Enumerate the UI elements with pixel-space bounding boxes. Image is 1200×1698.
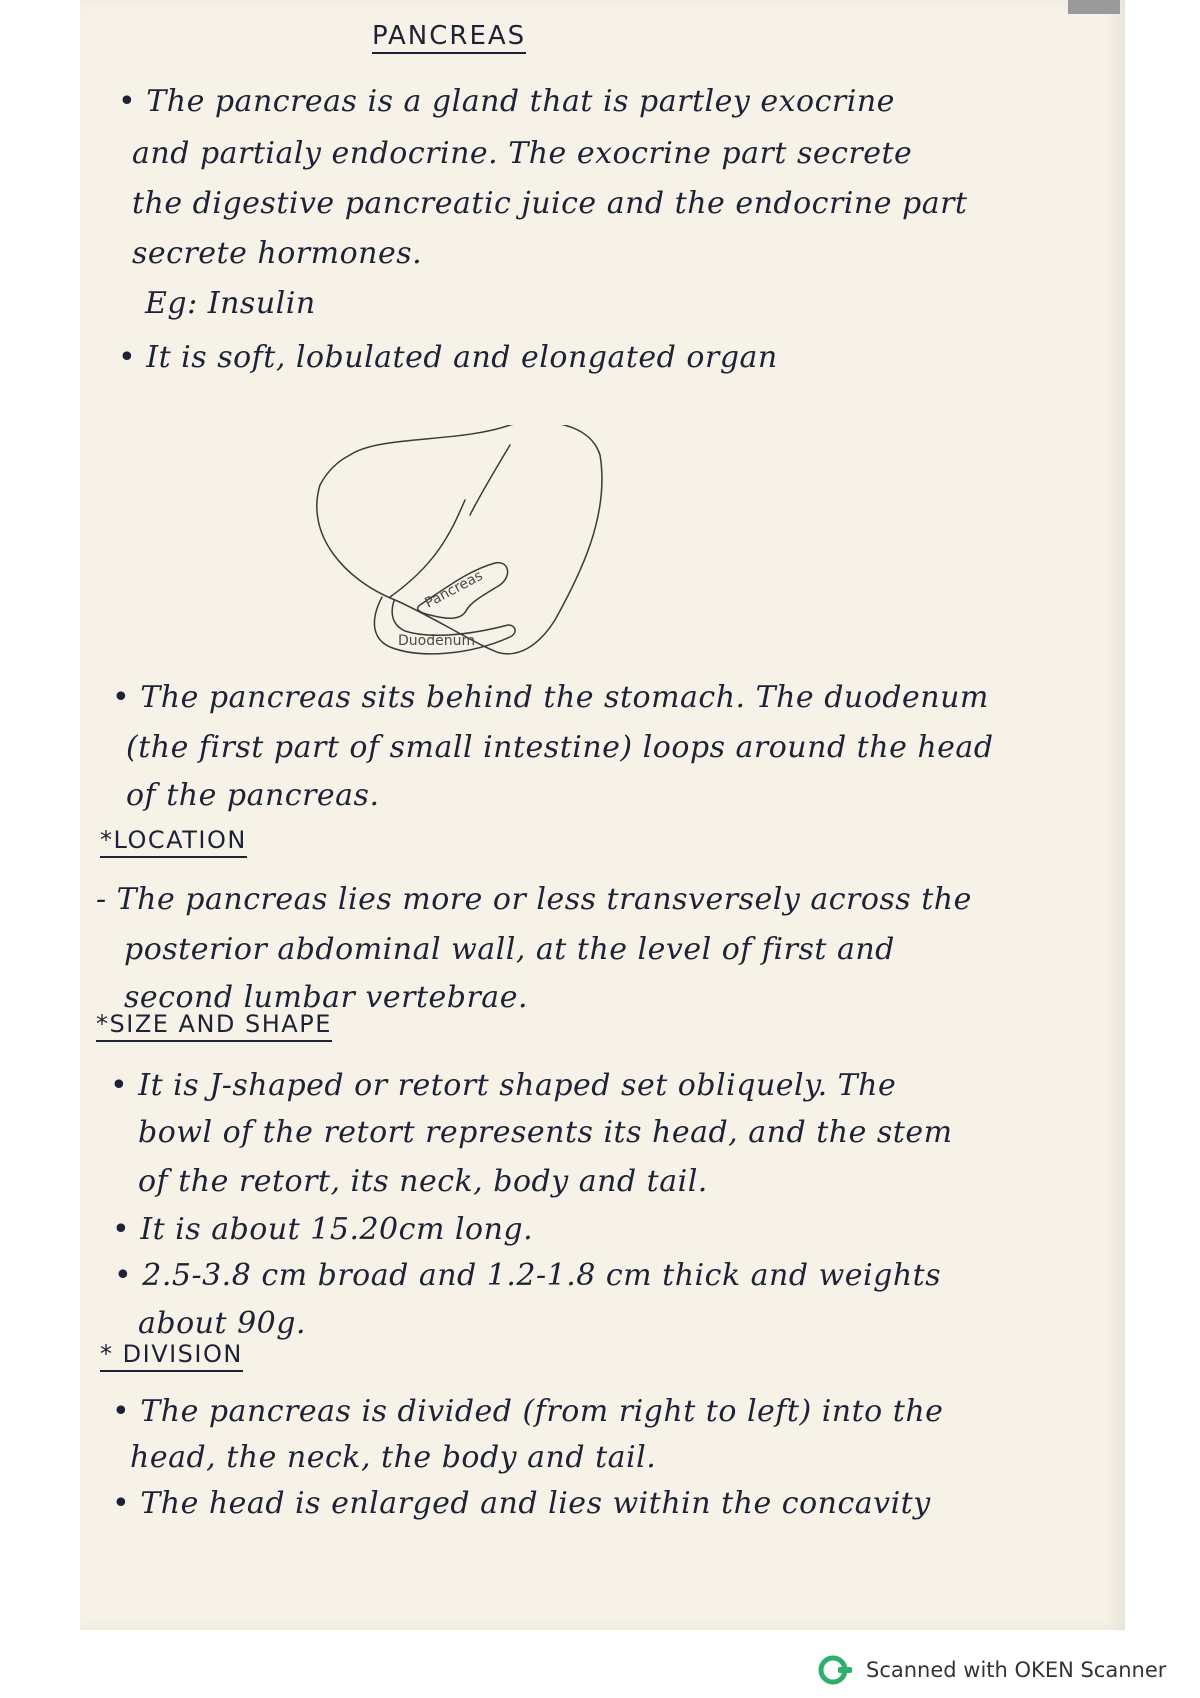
page-edge bbox=[1068, 0, 1120, 14]
division-heading: * DIVISION bbox=[100, 1340, 243, 1372]
description-line-1: • The pancreas sits behind the stomach. The duodenum bbox=[112, 680, 989, 715]
duodenum-label: Duodenum bbox=[398, 633, 476, 649]
page-title: PANCREAS bbox=[372, 22, 526, 54]
description-line-2: (the first part of small intestine) loops around the head bbox=[126, 730, 994, 765]
size-line-4: • It is about 15.20cm long. bbox=[112, 1212, 534, 1247]
intro-line-3: the digestive pancreatic juice and the endocrine part bbox=[132, 186, 968, 221]
size-line-3: of the retort, its neck, body and tail. bbox=[138, 1164, 708, 1199]
description-line-3: of the pancreas. bbox=[126, 778, 380, 813]
intro-line-6: • It is soft, lobulated and elongated organ bbox=[118, 340, 778, 375]
stomach-inner-curve-2 bbox=[470, 445, 510, 515]
location-heading: *LOCATION bbox=[100, 826, 247, 858]
size-line-2: bowl of the retort represents its head, and the stem bbox=[138, 1115, 953, 1150]
size-line-1: • It is J-shaped or retort shaped set obliquely. The bbox=[110, 1068, 897, 1103]
scanner-watermark bbox=[818, 1655, 1166, 1685]
pancreas-label: Pancreas bbox=[422, 567, 486, 612]
location-line-1: - The pancreas lies more or less transversely across the bbox=[96, 882, 972, 917]
location-line-2: posterior abdominal wall, at the level of first and bbox=[124, 932, 895, 967]
division-line-1: • The pancreas is divided (from right to left) into the bbox=[112, 1394, 944, 1429]
stomach-outline bbox=[317, 425, 602, 654]
division-line-2: head, the neck, the body and tail. bbox=[130, 1440, 657, 1475]
intro-line-4: secrete hormones. bbox=[132, 236, 423, 271]
scanner-watermark-text: Scanned with OKEN Scanner bbox=[866, 1658, 1167, 1682]
division-line-3: • The head is enlarged and lies within the concavity bbox=[112, 1486, 931, 1521]
size-line-6: about 90g. bbox=[138, 1306, 306, 1341]
example-insulin: Eg: Insulin bbox=[145, 286, 316, 321]
oken-scanner-logo-icon bbox=[818, 1655, 854, 1685]
size-line-5: • 2.5-3.8 cm broad and 1.2-1.8 cm thick and weights bbox=[114, 1258, 942, 1293]
intro-line-1: • The pancreas is a gland that is partley exocrine bbox=[118, 84, 895, 119]
size-shape-heading: *SIZE AND SHAPE bbox=[96, 1010, 332, 1042]
location-line-3: second lumbar vertebrae. bbox=[124, 980, 528, 1015]
intro-line-2: and partialy endocrine. The exocrine part secrete bbox=[132, 136, 913, 171]
